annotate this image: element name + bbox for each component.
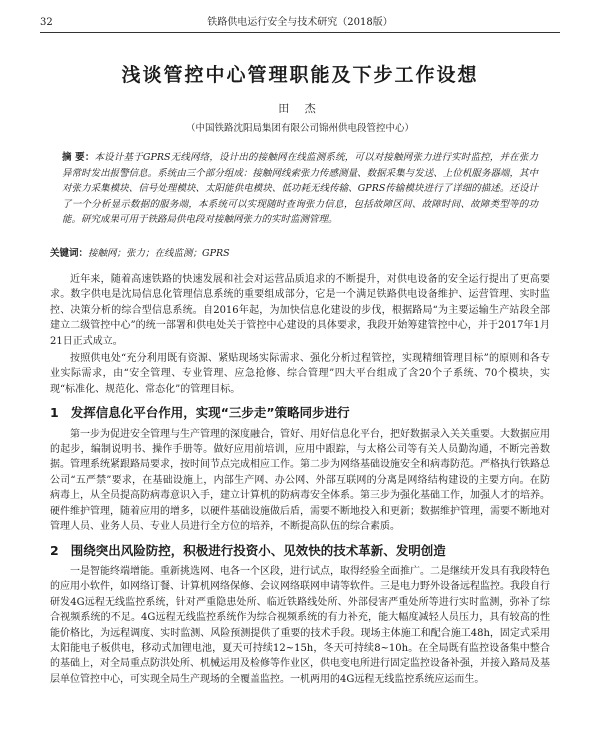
section-1-title: 发挥信息化平台作用，实现“三步走”策略同步进行 — [70, 405, 350, 421]
section-1-number: 1 — [50, 405, 59, 421]
section-2-title: 围绕突出风险防控，积极进行投资小、见效快的技术革新、发明创造 — [70, 542, 446, 558]
abstract-text: 本设计基于GPRS无线网络，设计出的接触网在线监测系统，可以对接触网张力进行实时监控，并在张力异常时发出报警信息。系统由三个部分组成：接触网线索张力传感测量、数据采集与发送、上位机服务器端，其中对张力采集模块、信号处理模块、太阳能供电模块、低功耗无线传输、GPRS传输模块进行了详细的描述。还设计了一个分析显示数据的服务端，本系统可以实现随时查询张力信息，包括故障区间、故障时间、故障类型等的功能。研究成果可用于铁路局供电段对接触网张力的实时监测管理。 — [62, 152, 538, 226]
section-2-paragraph: 一是智能终端增能。重新挑选网、电各一个区段，进行试点，取得经验全面推广。二是继续开发具有我段特色的应用小软件，如网络订餐、计算机网络保修、会议网络联网申请等软件。三是电力野外设备远程监控。我段自行研发4G远程无线监控系统，针对严重隐患处所、临近铁路线处所、外部侵害严重处所等进行实时监测，弥补了综合视频系统的不足。4G远程无线监控系统作为综合视频系统的有力补充，能大幅度减轻人员压力，具有较高的性能价格比，为远程调度、实时监测、风险预测提供了重要的技术手段。现场主体施工和配合施工48h，固定式采用太阳能电子板供电，移动式加锂电池，夏天可持续12~15h，冬天可持续8~10h。在全局既有监控设备集中整合的基础上，对全局重点防洪处所、机械运用及检修等作业区，供电变电所进行固定监控设备补强，并接入路局及基层单位管控中心，可实现全局生产现场的全覆盖监控。一机两用的4G远程无线监控系统应运而生。 — [50, 565, 550, 685]
intro-paragraph-2: 按照供电处“充分利用既有资源、紧贴现场实际需求、强化分析过程管控，实现精细管理目标”的原则和各专业实际需求，由“安全管理、专业管理、应急抢修、综合管理”四大平台组成了含20个子系统、70个模块，实现“标准化、规范化、常态化”的管理目标。 — [50, 353, 550, 395]
abstract-label: 摘 要： — [62, 152, 95, 163]
section-1-paragraph: 第一步为促进安全管理与生产管理的深度融合，管好、用好信息化平台，把好数据录入关关重要。大数据应用的起步，编制说明书、操作手册等。做好应用前培训，应用中跟踪，与太格公司等有关人员勤沟通，不断完善数据。管理系统紧跟路局要求，按时间节点完成相应工作。第二步为网络基础设施安全和病毒防范。严格执行铁路总公司“五严禁”要求，在基础设施上，内部生产网、办公网、外部互联网的分离是网络结构建设的主要方向。在防病毒上，从全员提高防病毒意识入手，建立计算机的防病毒安全体系。第三步为强化基础工作，加强人才的培养。硬件维护管理，随着应用的增多，以硬件基础设施做后盾，需要不断地投入和更新；数据维护管理，需要不断地对管理人员、业务人员、专业人员进行全方位的培养，不断提高队伍的综合素质。 — [50, 428, 550, 533]
keywords — [50, 246, 538, 261]
section-1-heading — [50, 405, 550, 420]
article-title: 浅谈管控中心管理职能及下步工作设想 — [121, 64, 479, 86]
keywords-text: 接触网；张力；在线监测；GPRS — [88, 248, 230, 259]
section-2-number: 2 — [50, 542, 59, 558]
journal-title: 铁路供电运行安全与技术研究（2018版） — [207, 17, 393, 28]
author-affiliation: （中国铁路沈阳局集团有限公司锦州供电段管控中心） — [185, 123, 414, 134]
article-author: 田 杰 — [278, 102, 322, 115]
abstract — [62, 150, 538, 228]
page-number: 32 — [40, 17, 53, 28]
running-header — [40, 14, 560, 33]
section-2-heading — [50, 543, 550, 558]
article-body — [50, 272, 550, 689]
intro-paragraph-1: 近年来，随着高速铁路的快速发展和社会对运营品质追求的不断提升，对供电设备的安全运行提出了更高要求。数字供电是沈局信息化管理信息系统的重要组成部分，它是一个满足铁路供电设备维护、运营管理、实时监控、决策分析的综合型信息系统。自2016年起，为加快信息化建设的步伐，根据路局“为主要运输生产站段全部建立二级管控中心”的统一部署和供电处关于管控中心建设的具体要求，我段开始筹建管控中心，并于2017年1月21日正式成立。 — [50, 274, 550, 347]
keywords-label: 关键词： — [50, 248, 89, 259]
